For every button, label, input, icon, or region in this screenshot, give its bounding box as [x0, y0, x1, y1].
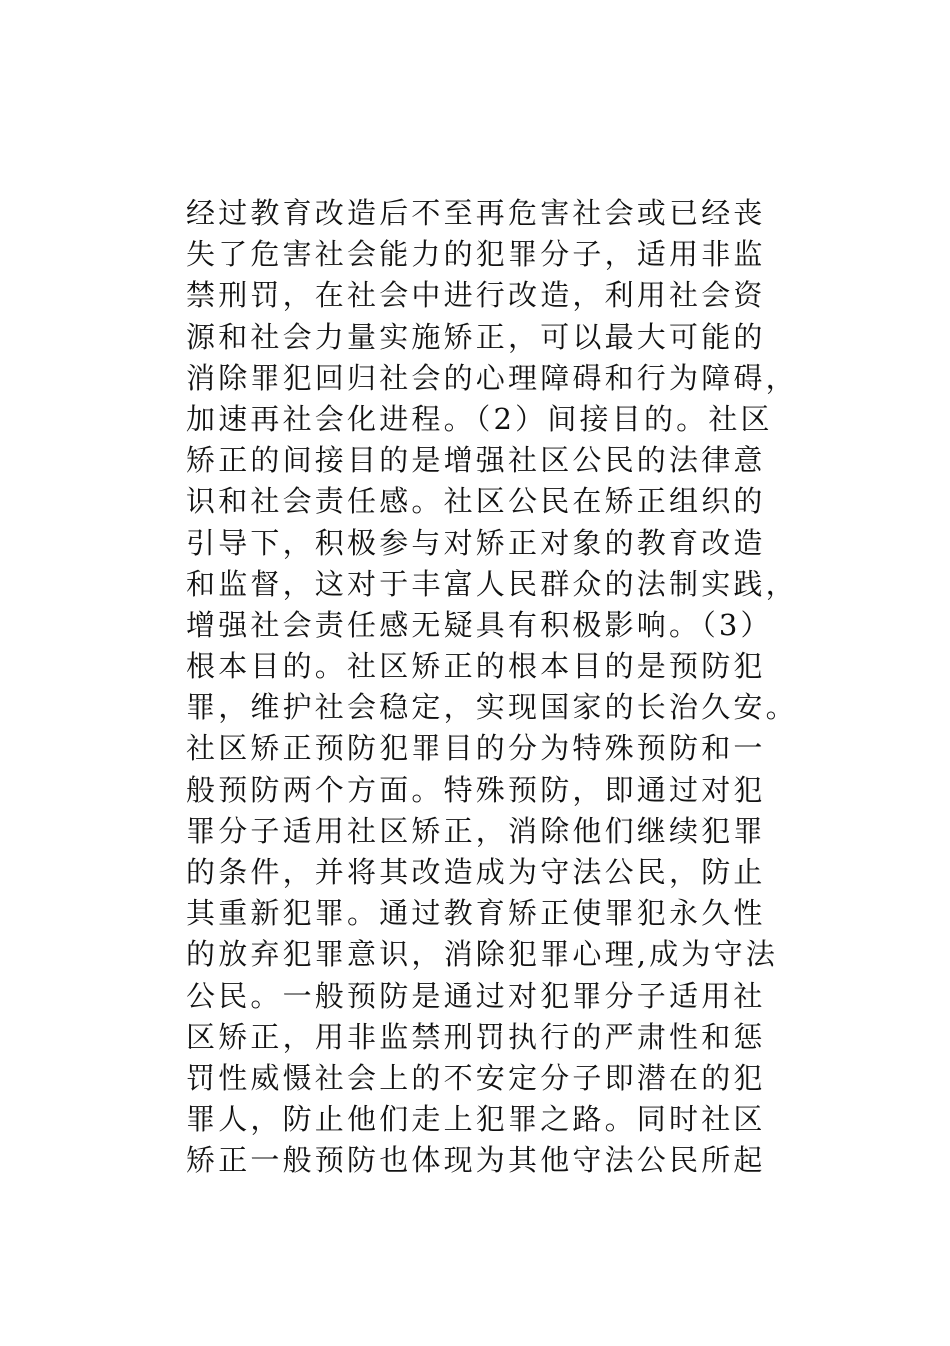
text-line: 识和社会责任感。社区公民在矫正组织的: [186, 484, 766, 519]
text-line: 罪分子适用社区矫正，消除他们继续犯罪: [186, 813, 766, 848]
text-line: 其重新犯罪。通过教育矫正使罪犯永久性: [186, 896, 766, 931]
text-line: 失了危害社会能力的犯罪分子，适用非监: [186, 237, 766, 272]
text-line: 加速再社会化进程。（2）间接目的。社区: [186, 401, 773, 436]
text-line: 罪，维护社会稳定，实现国家的长治久安。: [186, 690, 798, 725]
text-line: 消除罪犯回归社会的心理障碍和行为障碍，: [186, 360, 798, 395]
text-line: 罪人，防止他们走上犯罪之路。同时社区: [186, 1102, 766, 1137]
text-line: 根本目的。社区矫正的根本目的是预防犯: [186, 649, 766, 684]
text-line: 矫正的间接目的是增强社区公民的法律意: [186, 443, 766, 478]
text-line: 矫正一般预防也体现为其他守法公民所起: [186, 1143, 766, 1178]
text-line: 般预防两个方面。特殊预防，即通过对犯: [186, 772, 766, 807]
text-line: 的条件，并将其改造成为守法公民，防止: [186, 855, 766, 889]
text-line: 引导下，积极参与对矫正对象的教育改造: [186, 525, 766, 560]
text-line: 禁刑罚，在社会中进行改造，利用社会资: [186, 278, 766, 313]
text-line: 区矫正，用非监禁刑罚执行的严肃性和惩: [186, 1019, 766, 1054]
text-line: 罚性威慑社会上的不安定分子即潜在的犯: [186, 1060, 766, 1095]
text-line: 经过教育改造后不至再危害社会或已经丧: [186, 196, 766, 230]
text-line: 社区矫正预防犯罪目的分为特殊预防和一: [186, 731, 766, 766]
text-line: 的放弃犯罪意识，消除犯罪心理,成为守法: [186, 937, 779, 972]
text-line: 公民。一般预防是通过对犯罪分子适用社: [186, 978, 766, 1013]
body-paragraph: [186, 193, 798, 1182]
text-line: 增强社会责任感无疑具有积极影响。（3）: [186, 607, 773, 642]
text-line: 源和社会力量实施矫正，可以最大可能的: [186, 319, 766, 354]
text-line: 和监督，这对于丰富人民群众的法制实践，: [186, 566, 798, 601]
